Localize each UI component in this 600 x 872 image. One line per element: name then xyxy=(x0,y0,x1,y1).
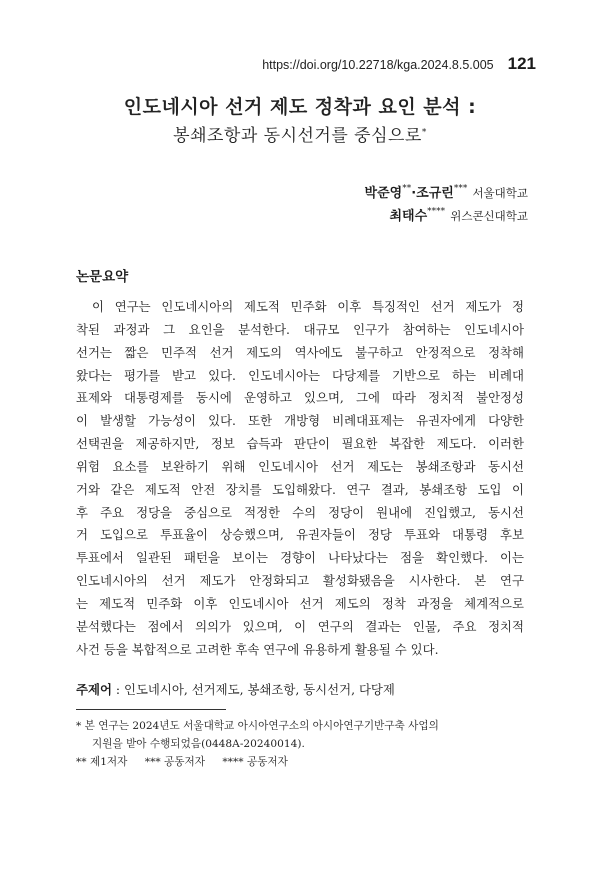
abstract-line: 착된 과정과 그 요인을 분석한다. 대규모 인구가 참여하는 인도네시아 xyxy=(76,321,524,337)
doi-link[interactable]: https://doi.org/10.22718/kga.2024.8.5.005 xyxy=(262,58,494,72)
footnote-funding-cont: 지원을 받아 수행되었음(0448A-20240014). xyxy=(92,738,305,750)
abstract-line: 거와 같은 제도적 안전 장치를 도입해왔다. 연구 결과, 봉쇄조항 도입 이 xyxy=(76,481,524,497)
abstract-line: 분석했다는 점에서 의의가 있으며, 이 연구의 결과는 인물, 주요 정치적 xyxy=(76,618,524,634)
author-line-2 xyxy=(389,205,528,224)
footnote-role: *** 공동저자 xyxy=(144,756,205,768)
keywords xyxy=(76,680,395,698)
author-affiliation: 서울대학교 xyxy=(472,186,528,200)
abstract-body xyxy=(76,296,524,662)
subtitle-text: 봉쇄조항과 동시선거를 중심으로 xyxy=(173,126,422,146)
page-header xyxy=(262,54,536,74)
keywords-value: : 인도네시아, 선거제도, 봉쇄조항, 동시선거, 다당제 xyxy=(111,682,395,697)
footnote-role: **** 공동저자 xyxy=(222,756,288,768)
abstract-line: 거 도입으로 투표율이 상승했으며, 유권자들이 정당 투표와 대통령 후보 xyxy=(76,527,524,543)
author-name: 박준영 xyxy=(364,186,403,201)
abstract-line: 선거는 짧은 민주적 선거 제도의 역사에도 불구하고 안정적으로 정착해 xyxy=(76,344,524,360)
paper-subtitle xyxy=(0,121,600,146)
abstract-line: 이 연구는 인도네시아의 제도적 민주화 이후 특징적인 선거 제도가 정 xyxy=(92,299,524,314)
author-separator: · xyxy=(411,186,417,201)
footnote-funding: * 본 연구는 2024년도 서울대학교 아시아연구소의 아시아연구기반구축 사업의 xyxy=(76,720,439,732)
abstract-line: 선택권을 제공하지만, 정보 습득과 판단이 필요한 복잡한 제도다. 이러한 xyxy=(76,436,524,452)
author-affiliation: 위스콘신대학교 xyxy=(450,209,528,223)
abstract-line: 사건 등을 복합적으로 고려한 후속 연구에 유용하게 활용될 수 있다. xyxy=(76,641,439,657)
abstract-line: 인도네시아의 선거 제도가 안정화되고 활성화됐음을 시사한다. 본 연구 xyxy=(76,573,524,589)
abstract-line: 위험 요소를 보완하기 위해 인도네시아 선거 제도는 봉쇄조항과 동시선 xyxy=(76,458,524,474)
keywords-label: 주제어 xyxy=(76,682,112,697)
author-name: 최태수 xyxy=(389,209,428,224)
abstract-line: 는 제도적 민주화 이후 인도네시아 선거 제도의 정착 과정을 체계적으로 xyxy=(76,595,524,611)
author-mark: *** xyxy=(453,183,468,194)
paper-title: 인도네시아 선거 제도 정착과 요인 분석 : xyxy=(123,96,477,118)
abstract-line: 왔다는 평가를 받고 있다. 인도네시아는 다당제를 기반으로 하는 비례대 xyxy=(76,367,524,383)
abstract-line: 표제와 대통령제를 동시에 운영하고 있으며, 그에 따라 정치적 불안정성 xyxy=(76,390,524,406)
author-mark: ** xyxy=(402,183,412,194)
page-number: 121 xyxy=(507,54,536,73)
author-line-1 xyxy=(365,182,528,201)
author-name: 조규린 xyxy=(416,186,454,201)
abstract-line: 투표에서 일관된 패턴을 보이는 경향이 나타났다는 점을 확인했다. 이는 xyxy=(76,550,524,566)
author-mark: **** xyxy=(427,206,446,217)
abstract-line: 이 발생할 가능성이 있다. 또한 개방형 비례대표제는 유권자에게 다양한 xyxy=(76,413,524,429)
abstract-line: 후 주요 정당을 중심으로 적정한 수의 정당이 원내에 진입했고, 동시선 xyxy=(76,504,524,520)
abstract-heading: 논문요약 xyxy=(76,269,129,285)
subtitle-footnote-mark: * xyxy=(421,127,427,138)
footnote-divider xyxy=(76,709,226,710)
footnote-author-roles xyxy=(76,754,302,769)
footnote-role: ** 제1저자 xyxy=(76,756,128,768)
